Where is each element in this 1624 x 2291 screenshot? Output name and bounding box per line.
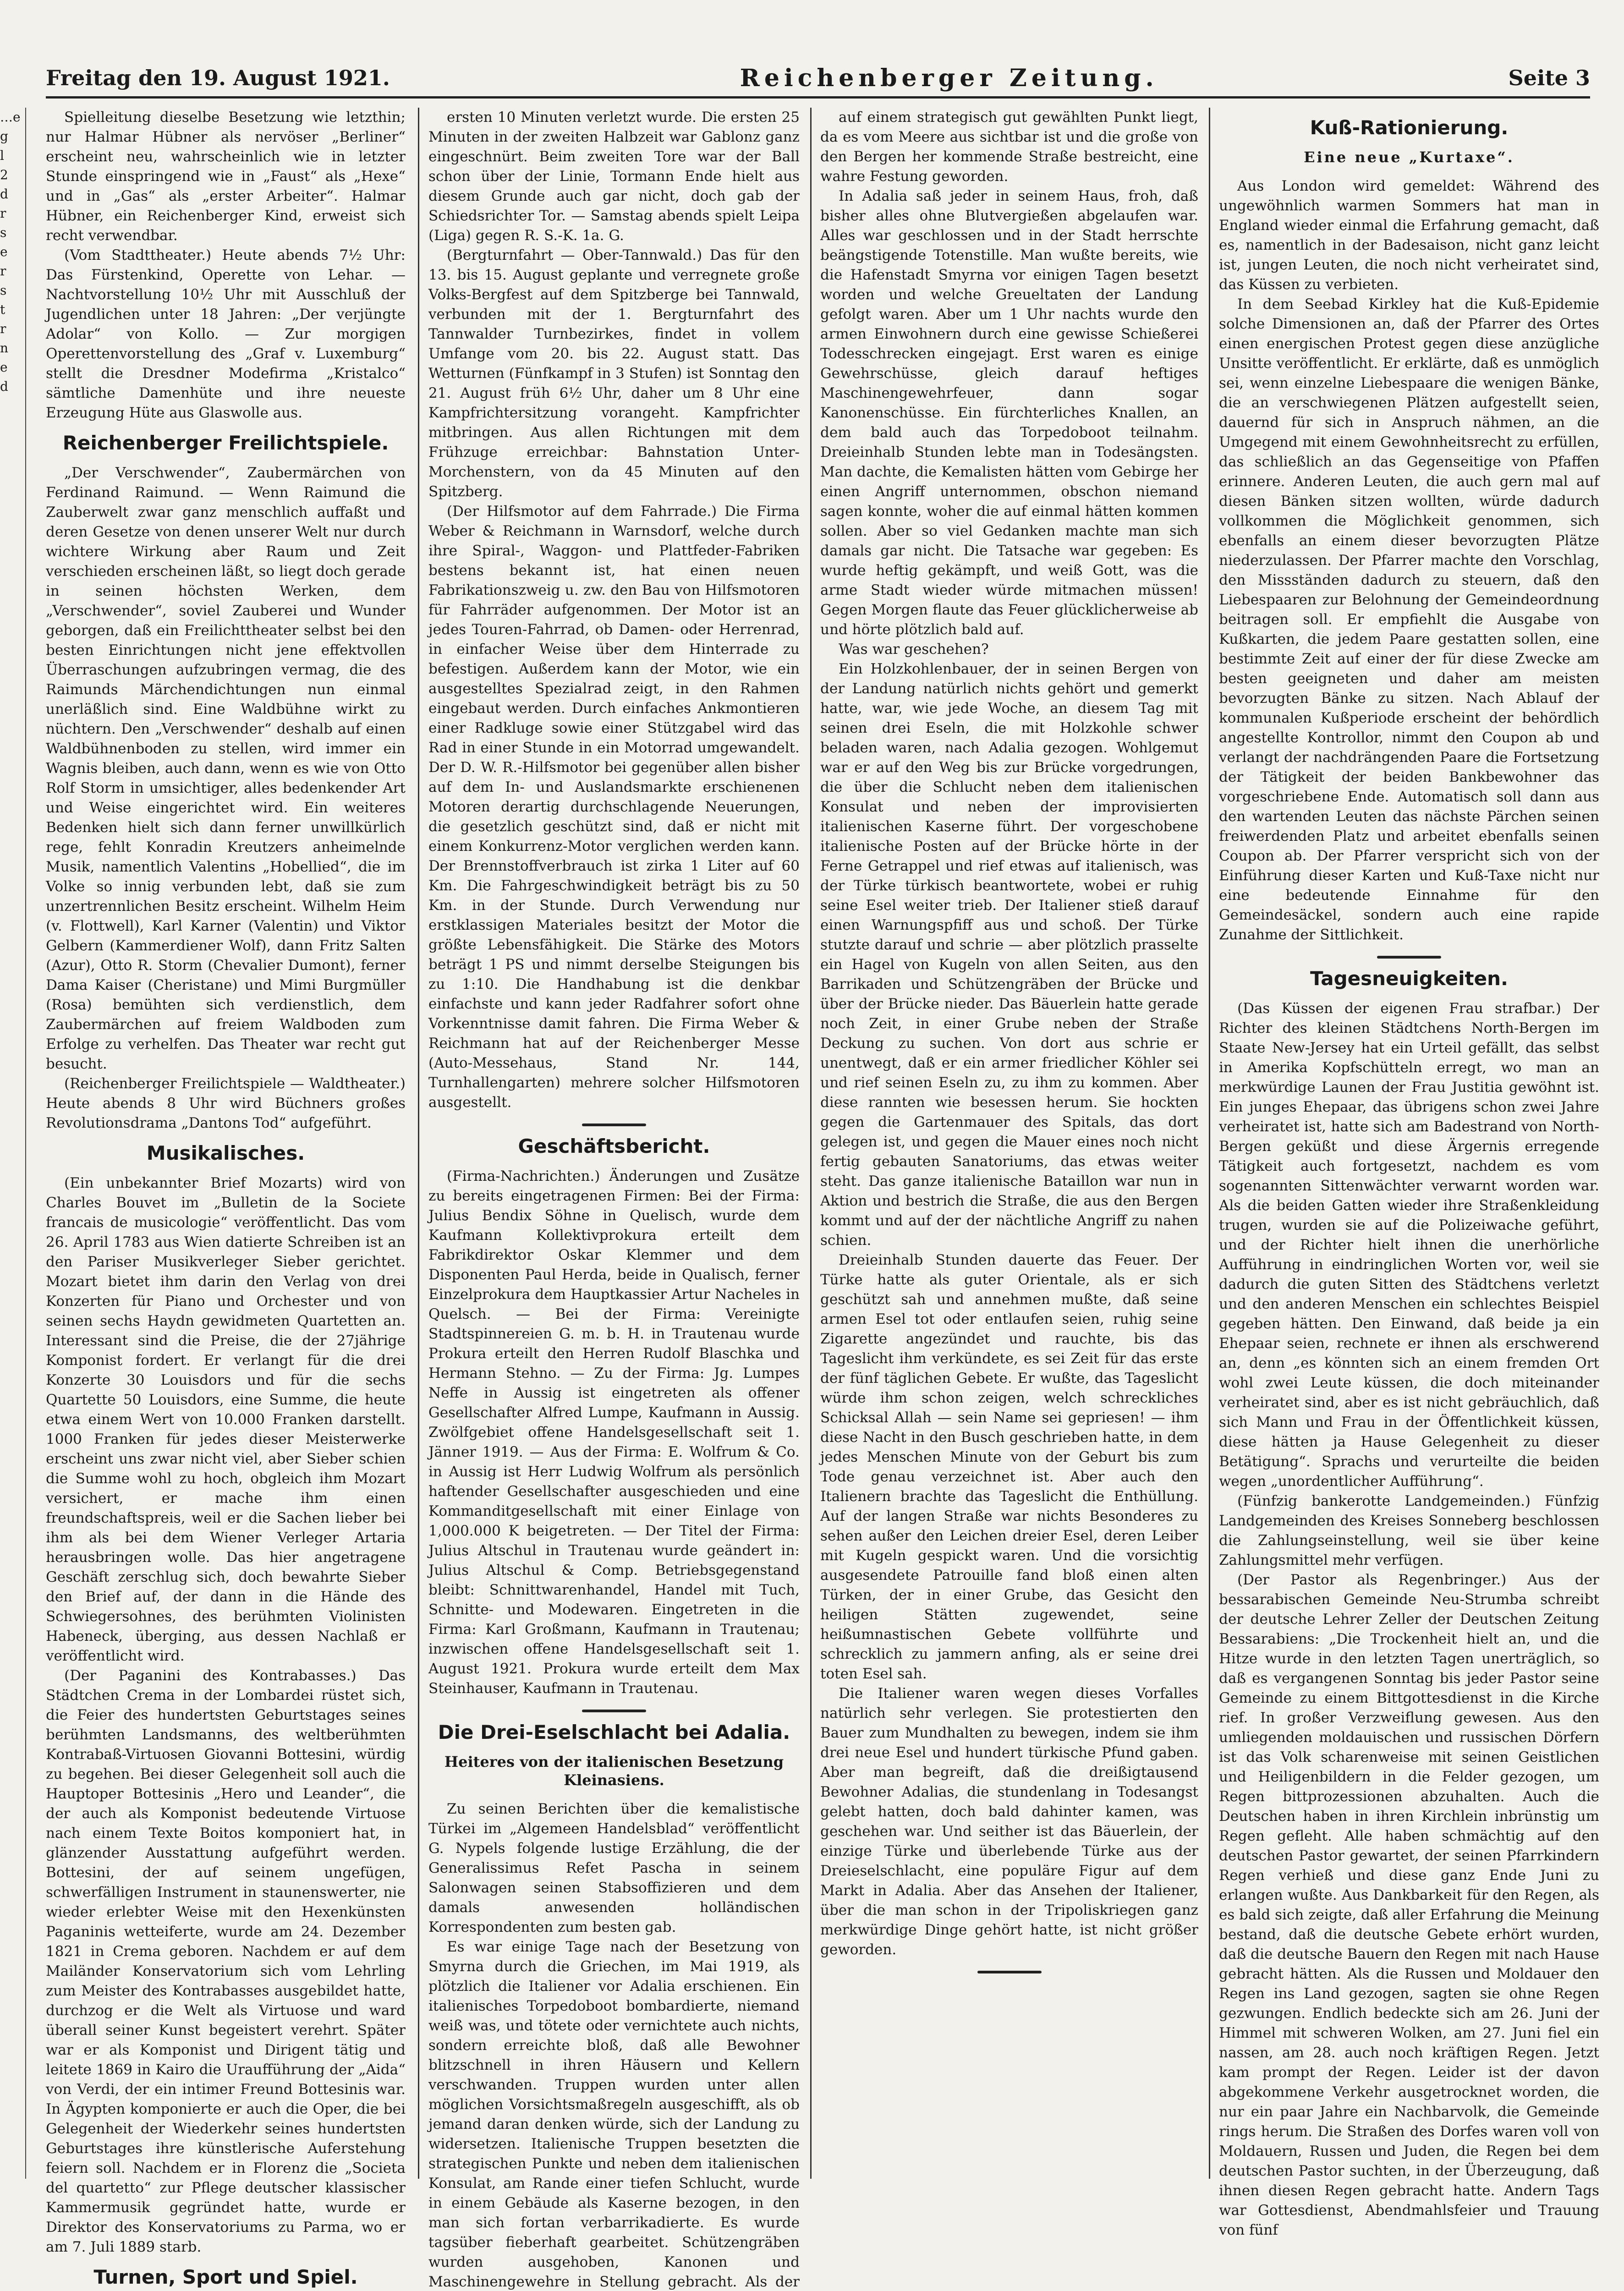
article-paragraph: Spielleitung dieselbe Besetzung wie letzthin; nur Halmar Hübner als nervöser „Berliner“ erscheint neu, wahrscheinlich wie in letzter Stunde einspringend wie in „Faust“ als „Hexe“ und in „Gas“ als „erster Arbeiter“. Halmar Hübner, ein Reichenberger Kind, erweist sich recht verwendbar. [46,109,406,244]
masthead-title: Reichenberger Zeitung. [740,64,1158,92]
section-heading: Turnen, Sport und Spiel. [93,2266,358,2288]
article-paragraph: auf einem strategisch gut gewählten Punkt liegt, da es vom Meere aus sichtbar ist und die große von den Bergen her kommende Straße bestreicht, eine wahre Festung geworden. [820,109,1198,185]
article-paragraph: Was war geschehen? [839,641,989,658]
article-paragraph: Es war einige Tage nach der Besetzung von Smyrna durch die Griechen, im Mai 1919, als plötzlich die Italiener vor Adalia erschienen. Ein italienisches Torpedoboot bombardierte, niemand weiß was, und tötete oder vernichtete auch nichts, sondern erreichte bloß, daß alle Bewohner blitzschnell in ihren Häusern und Kellern verschwanden. Truppen wurden unter allen möglichen Vorsichtsmaßregeln ausgeschifft, als ob jemand daran denken würde, sich der Landung zu widersetzen. Italienische Truppen besetzten die strategischen Punkte und neben dem italienischen Konsulat, am Rande einer tiefen Schlucht, wurde in einem Gebäude als Kaserne bezogen, in den man sich fortan verbarrikadierte. Es wurde tagsüber fieberhaft gearbeitet. Schützengräben wurden ausgehoben, Kanonen und Maschinengewehre in Stellung gebracht. Als der [428,1939,800,2290]
article-paragraph: Die Italiener waren wegen dieses Vorfalles natürlich sehr verlegen. Sie protestierten den Bauer zum Mundhalten zu bewegen, indem sie ihm drei neue Esel und hundert türkische Pfund gaben. Aber man begreift, daß die dreißigtausend Bewohner Adalias, die stundenlang in Todesangst gelebt hatten, doch bald dahinter kamen, was geschehen war. Und seither ist das Bäuerlein, der einzige Türke und überlebende Türke aus der Dreieselschlacht, eine populäre Figur auf dem Markt in Adalia. Aber das Ansehen der Italiener, über die man schon in der Tripoliskriegen ganz merkwürdige Dinge gehört hatte, ist nicht größer geworden. [820,1685,1198,1958]
separator-dash [977,1971,1042,1973]
article-paragraph: (Reichenberger Freilichtspiele — Waldtheater.) Heute abends 8 Uhr wird Büchners großes Revolutionsdrama „Dantons Tod“ aufgeführt. [46,1075,406,1131]
section-heading: Musikalisches. [146,1142,305,1164]
section-heading: Geschäftsbericht. [518,1135,710,1157]
page-number: Seite 3 [1508,66,1590,90]
cut-off-column [0,108,26,2179]
column-2 [428,108,800,2290]
separator-dash [582,1124,646,1126]
section-heading: Tagesneuigkeiten. [1310,967,1508,990]
article-paragraph: ersten 10 Minuten verletzt wurde. Die ersten 25 Minuten in der zweiten Halbzeit war Gablonz ganz eingeschnürt. Beim zweiten Tore war der Ball schon über der Linie, Tormann Ende hielt aus diesem Grunde auch gar nicht, doch gab der Schiedsrichter Tor. — Samstag abends spielt Leipa (Liga) gegen R. S.-K. 1a. G. [428,109,800,244]
article-paragraph: (Bergturnfahrt — Ober-Tannwald.) Das für den 13. bis 15. August geplante und verregnete große Volks-Bergfest auf dem Spitzberge bei Tannwald, verbunden mit der 1. Bergturnfahrt des Tannwalder Turnbezirkes, findet in vollem Umfange vom 20. bis 22. August statt. Das Wetturnen (Fünfkampf in 3 Stufen) ist Sonntag den 21. August früh 6½ Uhr, daher um 8 Uhr eine Kampfrichtersitzung vorangeht. Kampfrichter mitbringen. Aus allen Richtungen mit dem Frühzuge erreichbar: Bahnstation Unter-Morchenstern, von da 45 Minuten auf den Spitzberg. [428,247,800,500]
column-rule [810,108,812,2179]
page-header [46,60,1590,99]
article-paragraph: Dreieinhalb Stunden dauerte das Feuer. Der Türke hatte als guter Orientale, als er sich geschützt sah und annehmen mußte, daß seine armen Esel tot oder entlaufen seien, ruhig seine Zigarette angezündet und rauchte, bis das Tageslicht ihm verkündete, es sei Zeit für das erste der fünf täglichen Gebete. Er wußte, das Tageslicht würde ihm schon zeigen, welch schreckliches Schicksal Allah — sein Name sei gepriesen! — ihm diese Nacht in den Busch geschrieben hatte, in dem jedes Menschen Minute von der Geburt bis zum Tode genau verzeichnet ist. Aber auch den Italienern brachte das Tageslicht die Enthüllung. Auf der langen Straße war nichts Besonderes zu sehen außer den Leichen dreier Esel, deren Leiber mit Kugeln gespickt waren. Und die vorsichtig ausgesendete Patrouille fand bloß einen alten Türken, der in einer Grube, das Gesicht den heiligen Stätten zugewendet, seine heißumnastischen Gebete vollführte und schrecklich zu jammern anfing, als er seine drei toten Esel sah. [820,1252,1198,1682]
column-rule [418,108,419,2179]
cut-off-column-text: …e g l 2 d r s e r s t r n e d [0,110,21,394]
article-paragraph: (Der Hilfsmotor auf dem Fahrrade.) Die Firma Weber & Reichmann in Warnsdorf, welche durch ihre Spiral-, Waggon- und Plattfeder-Fabriken bestens bekannt ist, hat einen neuen Fabrikationszweig u. zw. den Bau von Hilfsmotoren für Fahrräder aufgenommen. Der Motor ist an jedes Touren-Fahrrad, ob Damen- oder Herrenrad, in einfacher Weise über dem Hinterrade zu befestigen. Außerdem kann der Motor, wie ein ausgestelltes Spezialrad zeigt, in den Rahmen eingebaut werden. Durch einfaches Ankmontieren einer Radkluge sowie einer Stützgabel wird das Rad in einer Stunde in ein Motorrad umgewandelt. Der D. W. R.-Hilfsmotor bei gegenüber allen bisher auf dem In- und Auslandsmarkte erschienenen Motoren derartig durchschlagende Neuerungen, die gesetzlich geschützt sind, daß er nicht mit einem Konkurrenz-Motor verglichen werden kann. Der Brennstoffverbrauch ist zirka 1 Liter auf 60 Km. Die Fahrgeschwindigkeit beträgt bis zu 50 Km. in der Stunde. Durch Verwendung nur erstklassigen Materiales besitzt der Motor die größte Lebensfähigkeit. Die Stärke des Motors beträgt 1 PS und nimmt derselbe Steigungen bis zu 1:10. Die Handhabung ist die denkbar einfachste und kann jeder Radfahrer sofort ohne Vorkenntnisse damit fahren. Die Firma Weber & Reichmann hat auf der Reichenberger Messe (Auto-Messehaus, Stand Nr. 144, Turnhallengarten) mehrere solcher Hilfsmotoren ausgestellt. [428,503,800,1111]
article-paragraph: (Der Paganini des Kontrabasses.) Das Städtchen Crema in der Lombardei rüstet sich, die Feier des hundertsten Geburtstages seines berühmten Landsmanns, des weltberühmten Kontrabaß-Virtuosen Giovanni Bottesini, würdig zu begehen. Bei dieser Gelegenheit soll auch die Hauptoper Bottesinis „Hero und Leander“, die der auch als Komponist bedeutende Virtuose nach einem Texte Boitos komponiert hat, in glänzender Ausstattung aufgeführt werden. Bottesini, der auf seinem ungefügen, schwerfälligen Instrument in staunenswerter, nie wieder erlebter Weise mit den Hexenkünsten Paganinis wetteiferte, wurde am 24. Dezember 1821 in Crema geboren. Nachdem er auf dem Mailänder Konservatorium sich vom Lehrling zum Meister des Kontrabasses ausgebildet hatte, durchzog er die Welt als Virtuose und ward überall seiner Kunst begeistert verehrt. Später war er als Komponist und Dirigent tätig und leitete 1869 in Kairo die Uraufführung der „Aida“ von Verdi, der ein intimer Freund Bottesinis war. In Ägypten komponierte er auch die Oper, die bei Gelegenheit der Wiederkehr seines hundertsten Geburtstages ihre künstlerische Auferstehung feiern soll. Nachdem er in Florenz die „Societa del quartetto“ zur Pflege deutscher klassischer Kammermusik gegründet hatte, wurde er Direktor des Konservatoriums zu Parma, wo er am 7. Juli 1889 starb. [46,1667,406,2255]
article-paragraph: (Der Pastor als Regenbringer.) Aus der bessarabischen Gemeinde Neu-Strumba schreibt der deutsche Lehrer Zeller der Deutschen Zeitung Bessarabiens: „Die Trockenheit hielt an, und die Hitze wurde in den letzten Tagen unerträglich, so daß es vergangenen Sonntag bis jeder Pastor seine Gemeinde zu einem Bittgottesdienst in die Kirche rief. In großer Verzweiflung gewesen. Aus den umliegenden moldauischen und russischen Dörfern ist das Volk scharenweise mit seinen Geistlichen und Heiligenbildern in die Felder gezogen, um Regen bittprozessionen abzuhalten. Auch die Deutschen haben in ihren Kirchlein inbrünstig um Regen gefleht. Alle haben schmächtig auf den deutschen Pastor gewartet, der seinen Pfarrkindern Regen verhieß und diese ganz Ende Juni zu erlangen wußte. Aus Dankbarkeit für den Regen, als es bald sich zeigte, daß aller Erfahrung die Meinung bestand, daß die deutsche Gebete erhört wurden, daß die deutsche Bauern den Regen mit nach Hause gebracht hätten. Als die Russen und Moldauer den Regen ins Land gezogen, sagten sie ohne Regen gezwungen. Endlich bedeckte sich am 26. Juni der Himmel mit schweren Wolken, am 27. Juni fiel ein nassen, am 28. auch noch kräftigen Regen. Jetzt kam prompt der Regen. Leider ist der davon abgekommene Verkehr ausgetrocknet worden, die nur ein paar Jahre ein Nachbarvolk, die Gemeinde rings herum. Die Straßen des Dorfes waren voll von Moldauern, Russen und Juden, die Regen bei dem deutschen Pastor suchten, in der Überzeugung, daß ihnen diesen Regen gebracht hatte. Andern Tags war Gottesdienst, Abendmahlsfeier und Trauung von fünf [1219,1572,1599,2238]
article-paragraph: (Das Küssen der eigenen Frau strafbar.) Der Richter des kleinen Städtchens North-Bergen im Staate New-Jersey hat ein Urteil gefällt, das selbst in Amerika Kopfschütteln erregt, wo man an merkwürdige Launen der Frau Justitia gewöhnt ist. Ein junges Ehepaar, das übrigens schon zwei Jahre verheiratet ist, hatte sich am Badestrand von North-Bergen geküßt und diese Ärgernis erregende Tätigkeit auch fortgesetzt, nachdem es vom sogenannten Sittenwächter verwarnt worden war. Als die beiden Gatten wieder ihre Straßenkleidung trugen, wurden sie auf die Polizeiwache geführt, und der Richter hielt ihnen die unerhörliche Aufführung in eindringlichen Worten vor, weil sie dadurch die guten Sitten des Städtchens verletzt und den anderen Menschen ein schlechtes Beispiel gegeben hätten. Den Einwand, daß beide ja ein Ehepaar seien, rechnete er ihnen als erschwerend an, denn „es könnten sich an einem fremden Ort wohl zwei Leute küssen, die doch miteinander verheiratet sind, aber es ist nicht gebräuchlich, daß sich Mann und Frau in der Öffentlichkeit küssen, diese hätten ja Hause Gelegenheit zu dieser Betätigung“. Sprachs und verurteilte die beiden wegen „unordentlicher Aufführung“. [1219,1000,1599,1490]
article-paragraph: (Fünfzig bankerotte Landgemeinden.) Fünfzig Landgemeinden des Kreises Sonneberg beschlossen die Zahlungseinstellung, weil sie über keine Zahlungsmittel mehr verfügen. [1219,1493,1599,1568]
article-subheadline: Eine neue „Kurtaxe“. [1304,148,1514,166]
article-paragraph: (Firma-Nachrichten.) Änderungen und Zusätze zu bereits eingetragenen Firmen: Bei der Firma: Julius Bendix Söhne in Quelisch, wurde dem Kaufmann Kollektivprokura erteilt dem Fabrikdirektor Oskar Klemmer und dem Disponenten Paul Herda, beide in Qualisch, ferner Einzelprokura dem Hauptkassier Artur Nacheles in Quelsch. — Bei der Firma: Vereinigte Stadtspinnereien G. m. b. H. in Trautenau wurde Prokura erteilt den Herren Rudolf Blaschka und Hermann Stehno. — Zu der Firma: Jg. Lumpes Neffe in Aussig ist eingetreten als offener Gesellschafter Alfred Lumpe, Kaufmann in Aussig. Zwölfgebiet offene Handelsgesellschaft seit 1. Jänner 1919. — Aus der Firma: E. Wolfrum & Co. in Aussig ist Herr Ludwig Wolfrum als persönlich haftender Gesellschafter ausgeschieden und eine Kommanditgesellschaft mit einer Einlage von 1,000.000 K beigetreten. — Der Titel der Firma: Julius Altschul in Trautenau wurde geändert in: Julius Altschul & Comp. Betriebsgegenstand bleibt: Schnittwarenhandel, Handel mit Tuch, Schnitte- und Modewaren. Eingetreten in die Firma: Karl Großmann, Kaufmann in Trautenau; inzwischen offene Handelsgesellschaft seit 1. August 1921. Prokura wurde erteilt dem Max Steinhauser, Kaufmann in Trautenau. [428,1168,800,1697]
article-paragraph: (Vom Stadttheater.) Heute abends 7½ Uhr: Das Fürstenkind, Operette von Lehar. — Nachtvorstellung 10½ Uhr mit Ausschluß der Jugendlichen unter 18 Jahren: „Der verjüngte Adolar“ von Kollo. — Zur morgigen Operettenvorstellung des „Graf v. Luxemburg“ stellt die Dresdner Modefirma „Kristalco“ sämtliche Damenhüte und ihre neueste Erzeugung Hüte aus Glaswolle aus. [46,247,406,421]
article-subheadline: Heiteres von der italienischen Besetzung Kleinasiens. [444,1753,784,1789]
separator-dash [1377,956,1441,959]
issue-date: Freitag den 19. August 1921. [46,66,390,90]
article-paragraph: In dem Seebad Kirkley hat die Kuß-Epidemie solche Dimensionen an, daß der Pfarrer des Ortes einen energischen Protest gegen diese anzügliche Unsitte veröffentlicht. Er erklärte, daß es unmöglich sei, wenn einzelne Liebespaare die wenigen Bänke, die an verschwiegenen Plätzen aufgestellt seien, dauernd für sich in Anspruch nähmen, an die Umgegend mit einem Gewohnheitsrecht zu erfüllen, das schließlich an das Gegenseitige von Pfaffen erinnere. Anderen Leuten, die auch gern mal auf diesen Bänken sitzen wollten, würde dadurch vollkommen die Möglichkeit genommen, sich ebenfalls an einem dieser bevorzugten Plätze niederzulassen. Der Pfarrer machte den Vorschlag, den Missständen dadurch zu steuern, daß den Liebespaaren zur Belohnung der Gemeindeordnung beitragen soll. Er empfiehlt die Ausgabe von Kußkarten, die jedem Paare gestatten sollen, eine bestimmte Zeit auf einer der für diese Zwecke am besten geeigneten und daher am meisten bevorzugten Bänke zu sitzen. Nach Ablauf der kommunalen Kußperiode erscheint der behördlich angestellte Kontrollor, nimmt den Coupon ab und verlangt der nachdrängenden Paare die Fortsetzung der Tätigkeit der beiden Bankbewohner das vorgeschriebene Ende. Automatisch soll dann aus den wartenden Leuten das nächste Pärchen seinen freiwerdenden Platz und arbeitet ebenfalls seinen Coupon ab. Der Pfarrer verspricht sich von der Einführung dieser Karten und Kuß-Taxe nicht nur eine bedeutende Einnahme für den Gemeindesäckel, sondern auch eine rapide Zunahme der Sittlichkeit. [1219,296,1599,943]
article-paragraph: Zu seinen Berichten über die kemalistische Türkei im „Algemeen Handelsblad“ veröffentlicht G. Nypels folgende lustige Erzählung, die der Generalissimus Refet Pascha in seinem Salonwagen seinen Stabsoffizieren und dem damals anwesenden holländischen Korrespondenten zum besten gab. [428,1801,800,1935]
article-headline: Die Drei-Eselschlacht bei Adalia. [438,1721,790,1743]
article-paragraph: „Der Verschwender“, Zaubermärchen von Ferdinand Raimund. — Wenn Raimund die Zauberwelt zwar ganz menschlich auffaßt und deren Gesetze von denen unserer Welt nur durch wichtere Wirkung aber Raum und Zeit verschieden erscheinen läßt, so liegt doch gerade in seinen höchsten Werken, dem „Verschwender“, soviel Zauberei und Wunder geborgen, daß ein Freilichttheater selbst bei den besten Einrichtungen nicht jene effektvollen Überraschungen aufzubringen vermag, die des Raimunds Märchendichtungen nun einmal unerläßlich sind. Eine Waldbühne wirkt zu nüchtern. Den „Verschwender“ deshalb auf einen Waldbühnenboden zu stellen, wird immer ein Wagnis bleiben, auch dann, wenn es wie von Otto Rolf Storm in umsichtiger, alles bedenkender Art und Weise eingerichtet wird. Ein weiteres Bedenken hielt sich dann ferner unwillkürlich rege, fehlt Konradin Kreutzers anheimelnde Musik, namentlich Valentins „Hobellied“, die im Volke so innig verbunden lebt, daß sie zum unzertrennlichen Besitz erscheint. Wilhelm Heim (v. Flottwell), Karl Karner (Valentin) und Viktor Gelbern (Kammerdiener Wolf), dann Fritz Salten (Azur), Otto R. Storm (Chevalier Dumont), ferner Dama Kaiser (Cheristane) und Mimi Burgmüller (Rosa) bemühten sich verdienstlich, dem Zaubermärchen auf freiem Waldboden zum Erfolge zu verhelfen. Das Theater war recht gut besucht. [46,465,406,1072]
separator-dash [582,1710,646,1712]
article-paragraph: Aus London wird gemeldet: Während des ungewöhnlich warmen Sommers hat man in England wieder einmal die Erfahrung gemacht, daß es, namentlich in der Badesaison, nicht ganz leicht ist, jungen Leuten, die noch nicht verheiratet sind, das Küssen zu verbieten. [1219,178,1599,293]
column-3 [820,108,1198,2179]
column-rule [1209,108,1210,2179]
article-headline: Kuß-Rationierung. [1310,116,1509,139]
article-paragraph: (Ein unbekannter Brief Mozarts) wird von Charles Bouvet im „Bulletin de la Societe francais de musicologie“ veröffentlicht. Das vom 26. April 1783 aus Wien datierte Schreiben ist an den Pariser Musikverleger Sieber gerichtet. Mozart bietet ihm darin den Verlag von drei Konzerten für Piano und Orchester und von seinen sechs Haydn gewidmeten Quartetten an. Interessant sind die Preise, die der 27jährige Komponist fordert. Er verlangt für die drei Konzerte 30 Louisdors und für die sechs Quartette 50 Louisdors, eine Summe, die heute etwa einem Wert von 10.000 Franken darstellt. 1000 Franken für jedes dieser Meisterwerke erscheint uns zwar nicht viel, aber Sieber schien die Summe wohl zu hoch, obgleich ihm Mozart versichert, er mache ihm einen freundschaftspreis, weil er die Sachen lieber bei ihm als bei dem Wiener Verleger Artaria herausbringen wolle. Das hier angetragene Geschäft zerschlug sich, doch bewahrte Sieber den Brief auf, der dann in die Hände des Schwiegersohnes, des berühmten Violinisten Habeneck, überging, aus dessen Nachlaß er veröffentlicht wird. [46,1175,406,1664]
section-heading: Reichenberger Freilichtspiele. [62,432,389,454]
column-1 [46,108,406,2288]
column-4 [1219,108,1599,2238]
article-paragraph: In Adalia saß jeder in seinem Haus, froh, daß bisher alles ohne Blutvergießen abgelaufen war. Alles war geschlossen und in der Stadt herrschte beängstigende Totenstille. Man wußte bereits, wie die Hafenstadt Smyrna vor einigen Tagen besetzt worden und welche Greueltaten der Landung gefolgt waren. Aber um 1 Uhr nachts wurde den armen Einwohnern durch eine gewisse Schießerei Todesschrecken eingejagt. Erst waren es einige Gewehrschüsse, gleich darauf heftiges Maschinengewehrfeuer, dann sogar Kanonenschüsse. Ein fürchterliches Knallen, an dem bald auch das Torpedoboot teilnahm. Dreieinhalb Stunden lebte man in Todesängsten. Man dachte, die Kemalisten hätten vom Gebirge her einen Angriff unternommen, obschon niemand sagen konnte, woher die auf einmal hätten kommen sollen. Aber so viel Gedanken machte man sich damals gar nicht. Die Tatsache war gegeben: Es wurde heftig gekämpft, und weiß Gott, was die arme Stadt wieder würde mitmachen müssen! Gegen Morgen flaute das Feuer glücklicherweise ab und hörte plötzlich bald auf. [820,188,1198,638]
article-paragraph: Ein Holzkohlenbauer, der in seinen Bergen von der Landung natürlich nichts gehört und gemerkt hatte, war, wie jede Woche, an diesem Tag mit seinen drei Eseln, die mit Holzkohle schwer beladen waren, nach Adalia gezogen. Wohlgemut war er auf den Weg bis zur Brücke vorgedrungen, die über die Schlucht neben dem italienischen Konsulat und neben der improvisierten italienischen Kaserne führt. Der vorgeschobene italienische Posten auf der Brücke hörte in der Ferne Getrappel und rief etwas auf italienisch, was der Türke türkisch beantwortete, wobei er ruhig seine Esel weiter trieb. Der Italiener stieß darauf einen Warnungspfiff aus und schoß. Der Türke stutzte darauf und schrie — aber plötzlich prasselte ein Hagel von Kugeln von allen Seiten, aus den Barrikaden und Schützengräben der Brücke und über der Brücke nieder. Das Bäuerlein hatte gerade noch Zeit, in einer Grube neben der Straße Deckung zu suchen. Von dort aus schrie er unentwegt, daß er ein armer friedlicher Köhler sei und rief seinen Eseln zu, zu ihm zu kommen. Aber diese rannten wie besessen herum. Sie hockten gegen die Gartenmauer des Spitals, das dort gelegen ist, und gegen die Mauer eines noch nicht fertig gebauten Sanatoriums, das etwas weiter steht. Das ganze italienische Bataillon war nun in Aktion und bestrich die Straße, die aus den Bergen kommt und auf der der nächtliche Angriff zu nahen schien. [820,661,1198,1249]
